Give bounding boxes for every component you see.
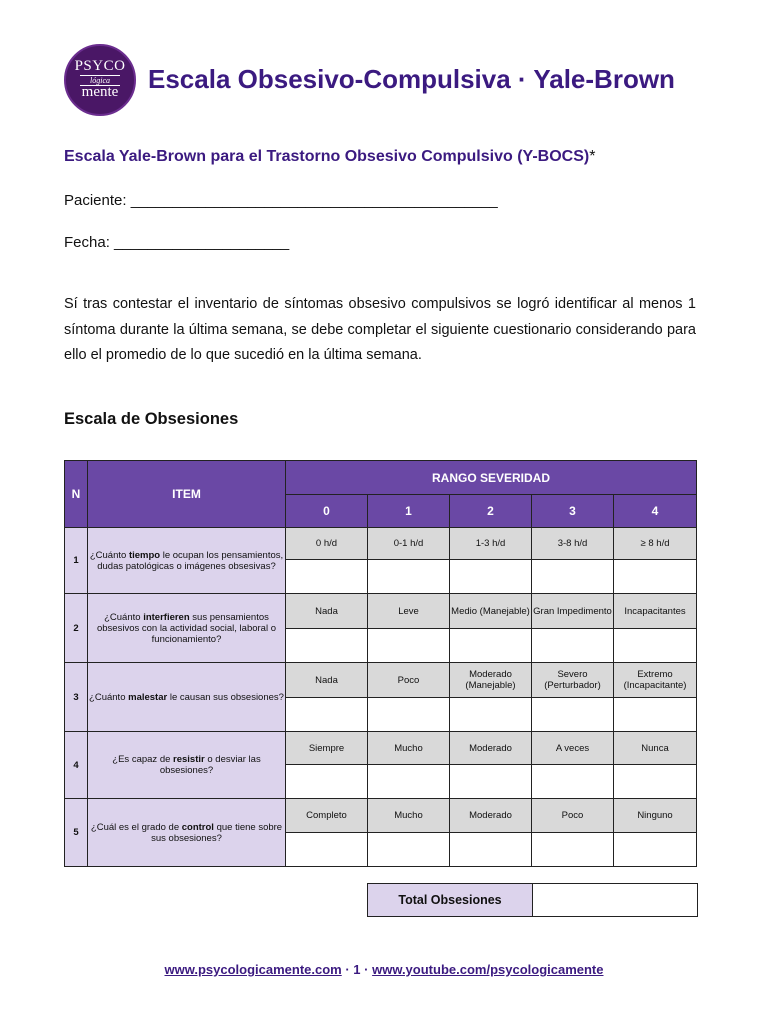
footer-page-number: 1 (353, 962, 361, 977)
item-number: 3 (65, 663, 88, 732)
table-row (65, 528, 697, 560)
answer-cell[interactable] (368, 698, 450, 732)
answer-cell[interactable] (368, 629, 450, 663)
item-text: ¿Cuánto (89, 691, 129, 703)
logo-text-top: PSYCO (74, 58, 126, 74)
severity-option: Moderado (450, 799, 532, 833)
answer-cell[interactable] (368, 765, 450, 799)
footer (0, 962, 768, 977)
item-text: que tiene sobre sus obsesiones? (151, 821, 283, 844)
page-title: Escala Obsesivo-Compulsiva · Yale-Brown (148, 64, 675, 94)
answer-cell[interactable] (532, 833, 614, 867)
item-number: 2 (65, 594, 88, 663)
answer-cell[interactable] (614, 560, 697, 594)
header-level-4: 4 (614, 495, 697, 528)
severity-option: Moderado (Manejable) (450, 663, 532, 698)
item-number: 1 (65, 528, 88, 594)
answer-cell[interactable] (450, 765, 532, 799)
item-text: sus pensamientos obsesivos con la actividad social, laboral o funcionamiento? (96, 611, 276, 645)
item-text: ¿Es capaz de (112, 754, 174, 765)
subtitle-text: Escala Yale-Brown para el Trastorno Obsesivo Compulsivo (Y-BOCS) (64, 148, 590, 165)
item-number: 4 (65, 732, 88, 799)
severity-option: A veces (532, 732, 614, 765)
item-text: ¿Cuál es el grado de (90, 821, 182, 833)
severity-option: Moderado (450, 732, 532, 765)
header-level-1: 1 (368, 495, 450, 528)
header-level-2: 2 (450, 495, 532, 528)
severity-option: 3-8 h/d (532, 528, 614, 560)
total-label: Total Obsesiones (368, 884, 533, 917)
severity-option: Medio (Manejable) (450, 594, 532, 629)
item-keyword: malestar (128, 691, 168, 703)
severity-option: ≥ 8 h/d (614, 528, 697, 560)
answer-cell[interactable] (286, 765, 368, 799)
answer-cell[interactable] (532, 765, 614, 799)
footer-separator: · (360, 962, 373, 977)
severity-option: Poco (532, 799, 614, 833)
answer-cell[interactable] (614, 833, 697, 867)
severity-option: Ninguno (614, 799, 697, 833)
answer-cell[interactable] (450, 629, 532, 663)
logo-text-bottom: mente (81, 84, 119, 100)
severity-option: Extremo (Incapacitante) (614, 663, 697, 698)
severity-option: Siempre (286, 732, 368, 765)
item-text: le ocupan los pensamientos, dudas patológicas o imágenes obsesivas? (97, 549, 284, 572)
severity-option: Mucho (368, 799, 450, 833)
answer-cell[interactable] (450, 560, 532, 594)
answer-cell[interactable] (286, 560, 368, 594)
footer-website-link[interactable]: www.psycologicamente.com (164, 962, 342, 977)
severity-option: Mucho (368, 732, 450, 765)
item-question (88, 528, 286, 594)
answer-cell[interactable] (532, 698, 614, 732)
item-text: o desviar las obsesiones? (159, 754, 261, 776)
patient-field[interactable]: Paciente: ____________________________________________ (64, 192, 498, 209)
item-text: ¿Cuánto (104, 611, 144, 623)
total-box (367, 883, 698, 917)
severity-option: Nada (286, 594, 368, 629)
header-item: ITEM (88, 461, 286, 528)
severity-option: Nunca (614, 732, 697, 765)
table-row (65, 663, 697, 698)
subtitle-asterisk: * (589, 148, 596, 165)
footer-separator: · (341, 962, 354, 977)
severity-option: 0-1 h/d (368, 528, 450, 560)
header-n: N (65, 461, 88, 528)
logo-text-middle: lógica (80, 75, 120, 86)
item-number: 5 (65, 799, 88, 867)
answer-cell[interactable] (614, 698, 697, 732)
date-field[interactable]: Fecha: _____________________ (64, 234, 290, 251)
item-text: ¿Cuánto (89, 549, 129, 561)
answer-cell[interactable] (532, 629, 614, 663)
table-row (65, 799, 697, 833)
answer-cell[interactable] (286, 629, 368, 663)
obsessions-table (64, 460, 697, 867)
severity-option: Nada (286, 663, 368, 698)
severity-option: 0 h/d (286, 528, 368, 560)
header-severity-range: RANGO SEVERIDAD (286, 461, 697, 495)
answer-cell[interactable] (614, 765, 697, 799)
severity-option: Incapacitantes (614, 594, 697, 629)
footer-youtube-link[interactable]: www.youtube.com/psycologicamente (372, 962, 604, 977)
severity-option: Leve (368, 594, 450, 629)
answer-cell[interactable] (532, 560, 614, 594)
item-question (88, 594, 286, 663)
intro-paragraph: Sí tras contestar el inventario de síntomas obsesivo compulsivos se logró identificar al menos 1 síntoma durante la última semana, se debe completar el siguiente cuestionario considerando para ello el promedio de lo que sucedió en la última semana. (64, 296, 696, 363)
answer-cell[interactable] (450, 833, 532, 867)
logo (64, 44, 136, 116)
table-row (65, 732, 697, 765)
answer-cell[interactable] (368, 833, 450, 867)
answer-cell[interactable] (286, 833, 368, 867)
severity-option: Completo (286, 799, 368, 833)
item-question (88, 732, 286, 799)
table-row (65, 594, 697, 629)
item-keyword: interfieren (143, 611, 190, 623)
header-level-3: 3 (532, 495, 614, 528)
item-text: le causan sus obsesiones? (167, 691, 284, 703)
severity-option: 1-3 h/d (450, 528, 532, 560)
header-level-0: 0 (286, 495, 368, 528)
table-body (65, 528, 697, 867)
answer-cell[interactable] (286, 698, 368, 732)
item-keyword: control (181, 821, 214, 833)
section-title: Escala de Obsesiones (64, 410, 239, 428)
item-question (88, 663, 286, 732)
answer-cell[interactable] (368, 560, 450, 594)
severity-option: Poco (368, 663, 450, 698)
document-subtitle (64, 148, 595, 166)
item-question (88, 799, 286, 867)
item-keyword: tiempo (128, 549, 161, 561)
item-keyword: resistir (173, 754, 205, 765)
answer-cell[interactable] (614, 629, 697, 663)
severity-option: Gran Impedimento (532, 594, 614, 629)
answer-cell[interactable] (450, 698, 532, 732)
severity-option: Severo (Perturbador) (532, 663, 614, 698)
total-value-cell[interactable] (533, 884, 698, 917)
